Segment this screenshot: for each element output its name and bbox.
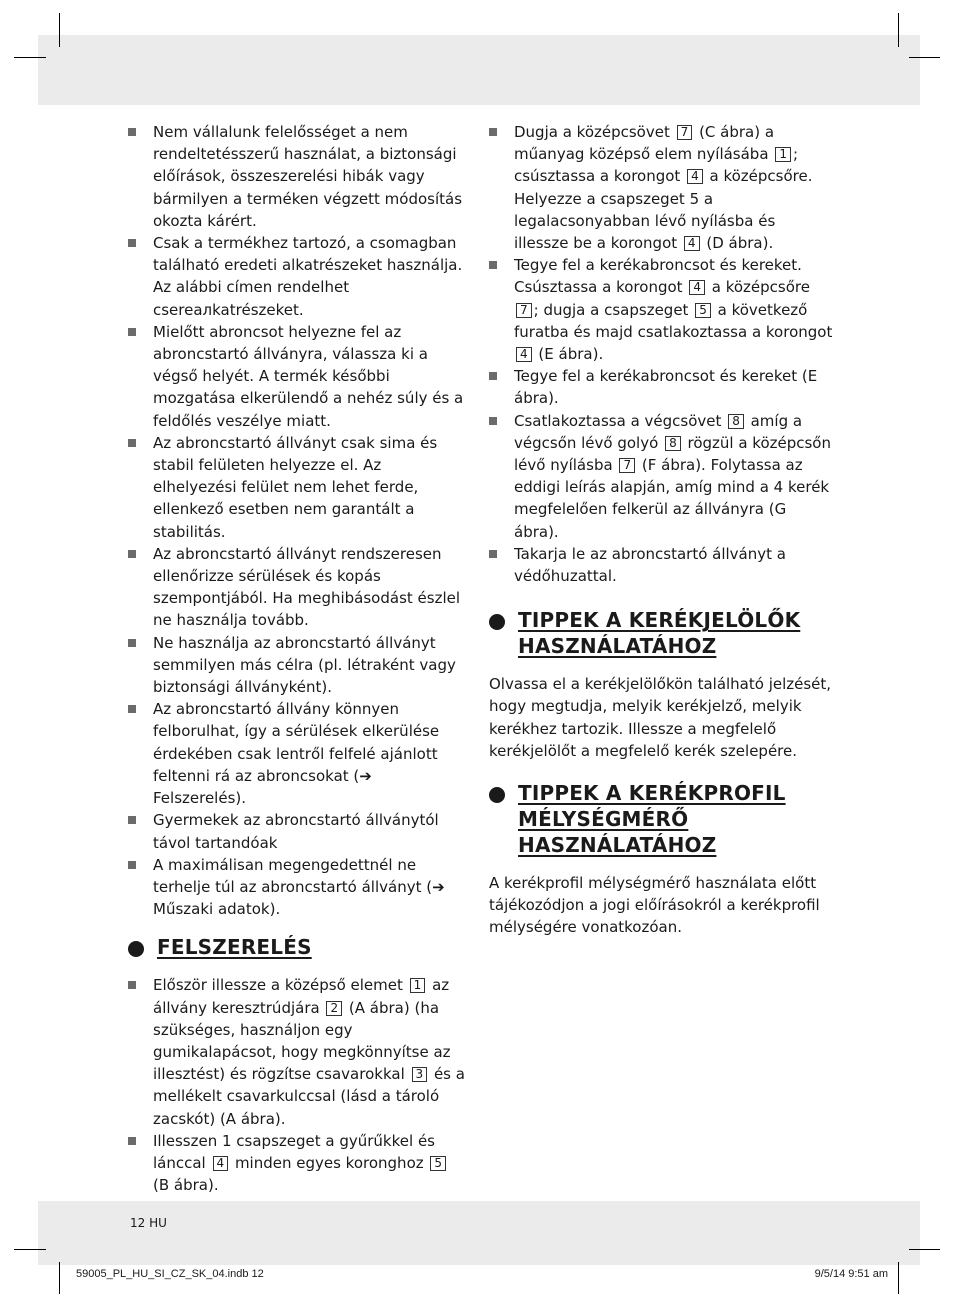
list-item: Az abroncstartó állványt rendszeresen ellenőrizze sérülések és kopás szempontjából. Ha meghibásodást észlel ne használja tovább. <box>128 543 468 632</box>
part-number-box: 4 <box>213 1156 229 1171</box>
bullet-dot-icon <box>489 614 505 630</box>
part-number-box: 5 <box>695 303 711 318</box>
list-item: Gyermekek az abroncstartó állványtól távol tartandóak <box>128 809 468 853</box>
crop-mark <box>909 57 940 58</box>
crop-mark <box>59 1262 60 1294</box>
crop-mark <box>898 1262 899 1294</box>
list-item: A maximálisan megengedettnél ne terhelje túl az abroncstartó állványt (➔ Műszaki adatok). <box>128 854 468 921</box>
list-item: Ne használja az abroncstartó állványt semmilyen más célra (pl. létraként vagy biztonsági állványként). <box>128 632 468 699</box>
crop-mark <box>898 13 899 47</box>
part-number-box: 4 <box>687 169 703 184</box>
list-item: Az abroncstartó állványt csak sima és stabil felületen helyezze el. Az elhelyezési felület nem lehet ferde, ellenkező esetben nem garantált a stabilitás. <box>128 432 468 543</box>
list-item: Dugja a középcsövet 7 (C ábra) a műanyag középső elem nyílásába 1 ; csúsztassa a korongot 4 a középcsőre. Helyezze a csapszeget 5 a legalacsonyabban lévő nyílásba és illessze be a korongot 4 (D ábra). <box>489 121 834 254</box>
list-item: Csak a termékhez tartozó, a csomagban található eredeti alkatrészeket használja. Az alábbi címen rendelhet csereалkatrészeket. <box>128 232 468 321</box>
crop-mark <box>909 1249 940 1250</box>
list-item: Mielőtt abroncsot helyezne fel az abroncstartó állványra, válassza ki a végső helyét. A termék későbbi mozgatása elkerülendő a nehéz súly és a feldőlés veszélye miatt. <box>128 321 468 432</box>
list-item: Nem vállalunk felelősséget a nem rendeltetésszerű használat, a biztonsági előírások, összeszerelési hibák vagy bármilyen a terméken végzett módosítás okozta kárért. <box>128 121 468 232</box>
bullet-dot-icon <box>489 787 505 803</box>
section-heading-assembly: FELSZERELÉS <box>128 934 468 960</box>
list-item: Tegye fel a kerékabroncsot és kereket. Csúsztassa a korongot 4 a középcsőre 7 ; dugja a csapszeget 5 a következő furatba és majd csatlakoztassa a korongot 4 (E ábra). <box>489 254 834 365</box>
part-number-box: 7 <box>516 303 532 318</box>
list-item: Illesszen 1 csapszeget a gyűrűkkel és lánccal 4 minden egyes koronghoz 5 (B ábra). <box>128 1130 468 1197</box>
part-number-box: 4 <box>684 236 700 251</box>
part-number-box: 4 <box>689 280 705 295</box>
bullet-dot-icon <box>128 941 144 957</box>
part-number-box: 1 <box>775 147 791 162</box>
print-datetime: 9/5/14 9:51 am <box>814 1268 888 1280</box>
page-number: 12 HU <box>130 1216 167 1230</box>
paragraph-tread-gauge: A kerékprofil mélységmérő használata előtt tájékozódjon a jogi előírásokról a kerékprofil mélységére vonatkozóan. <box>489 874 820 937</box>
list-item: Tegye fel a kerékabroncsot és kereket (E ábra). <box>489 365 834 409</box>
left-column <box>128 121 468 1196</box>
part-number-box: 1 <box>410 978 426 993</box>
part-number-box: 8 <box>728 414 744 429</box>
paragraph-wheel-markers: Olvassa el a kerékjelölőkön található jelzését, hogy megtudja, melyik kerékjelző, melyik kerékhez tartozik. Illessze a megfelelő kerékjelölőt a megfelelő kerék szelepére. <box>489 675 832 760</box>
list-item: Takarja le az abroncstartó állványt a védőhuzattal. <box>489 543 834 587</box>
right-column <box>489 121 834 939</box>
list-item: Az abroncstartó állvány könnyen felborulhat, így a sérülések elkerülése érdekében csak lentről felfelé ajánlott feltenni rá az abroncsokat (➔ Felszerelés). <box>128 698 468 809</box>
crop-mark <box>14 1249 46 1250</box>
footer-band <box>38 1201 920 1265</box>
part-number-box: 8 <box>665 436 681 451</box>
part-number-box: 7 <box>619 458 635 473</box>
section-heading-wheel-markers: TIPPEK A KERÉKJELÖLŐK HASZNÁLATÁHOZ <box>489 607 834 659</box>
safety-list <box>128 121 468 920</box>
list-item: Csatlakoztassa a végcsövet 8 amíg a végcsőn lévő golyó 8 rögzül a középcsőn lévő nyílásba 7 (F ábra). Folytassa az eddigi leírás alapján, amíg mind a 4 kerék megfelelően felkerül az állványra (G ábra). <box>489 410 834 543</box>
print-file-name: 59005_PL_HU_SI_CZ_SK_04.indb 12 <box>76 1268 264 1280</box>
part-number-box: 3 <box>412 1067 428 1082</box>
part-number-box: 7 <box>677 125 693 140</box>
section-heading-tread-gauge: TIPPEK A KERÉKPROFIL MÉLYSÉGMÉRŐ HASZNÁLATÁHOZ <box>489 780 834 858</box>
part-number-box: 4 <box>516 347 532 362</box>
part-number-box: 2 <box>326 1001 342 1016</box>
crop-mark <box>14 57 46 58</box>
assembly-list <box>128 974 468 1196</box>
list-item: Először illessze a középső elemet 1 az állvány keresztrúdjára 2 (A ábra) (ha szükséges, használjon egy gumikalapácsot, hogy megkönnyítse az illesztést) és rögzítse csavarokkal 3 és a mellékelt csavarkulccsal (lásd a tároló zacskót) (A ábra). <box>128 974 468 1129</box>
assembly-list-continued <box>489 121 834 587</box>
part-number-box: 5 <box>430 1156 446 1171</box>
header-band <box>38 35 920 105</box>
crop-mark <box>59 13 60 47</box>
